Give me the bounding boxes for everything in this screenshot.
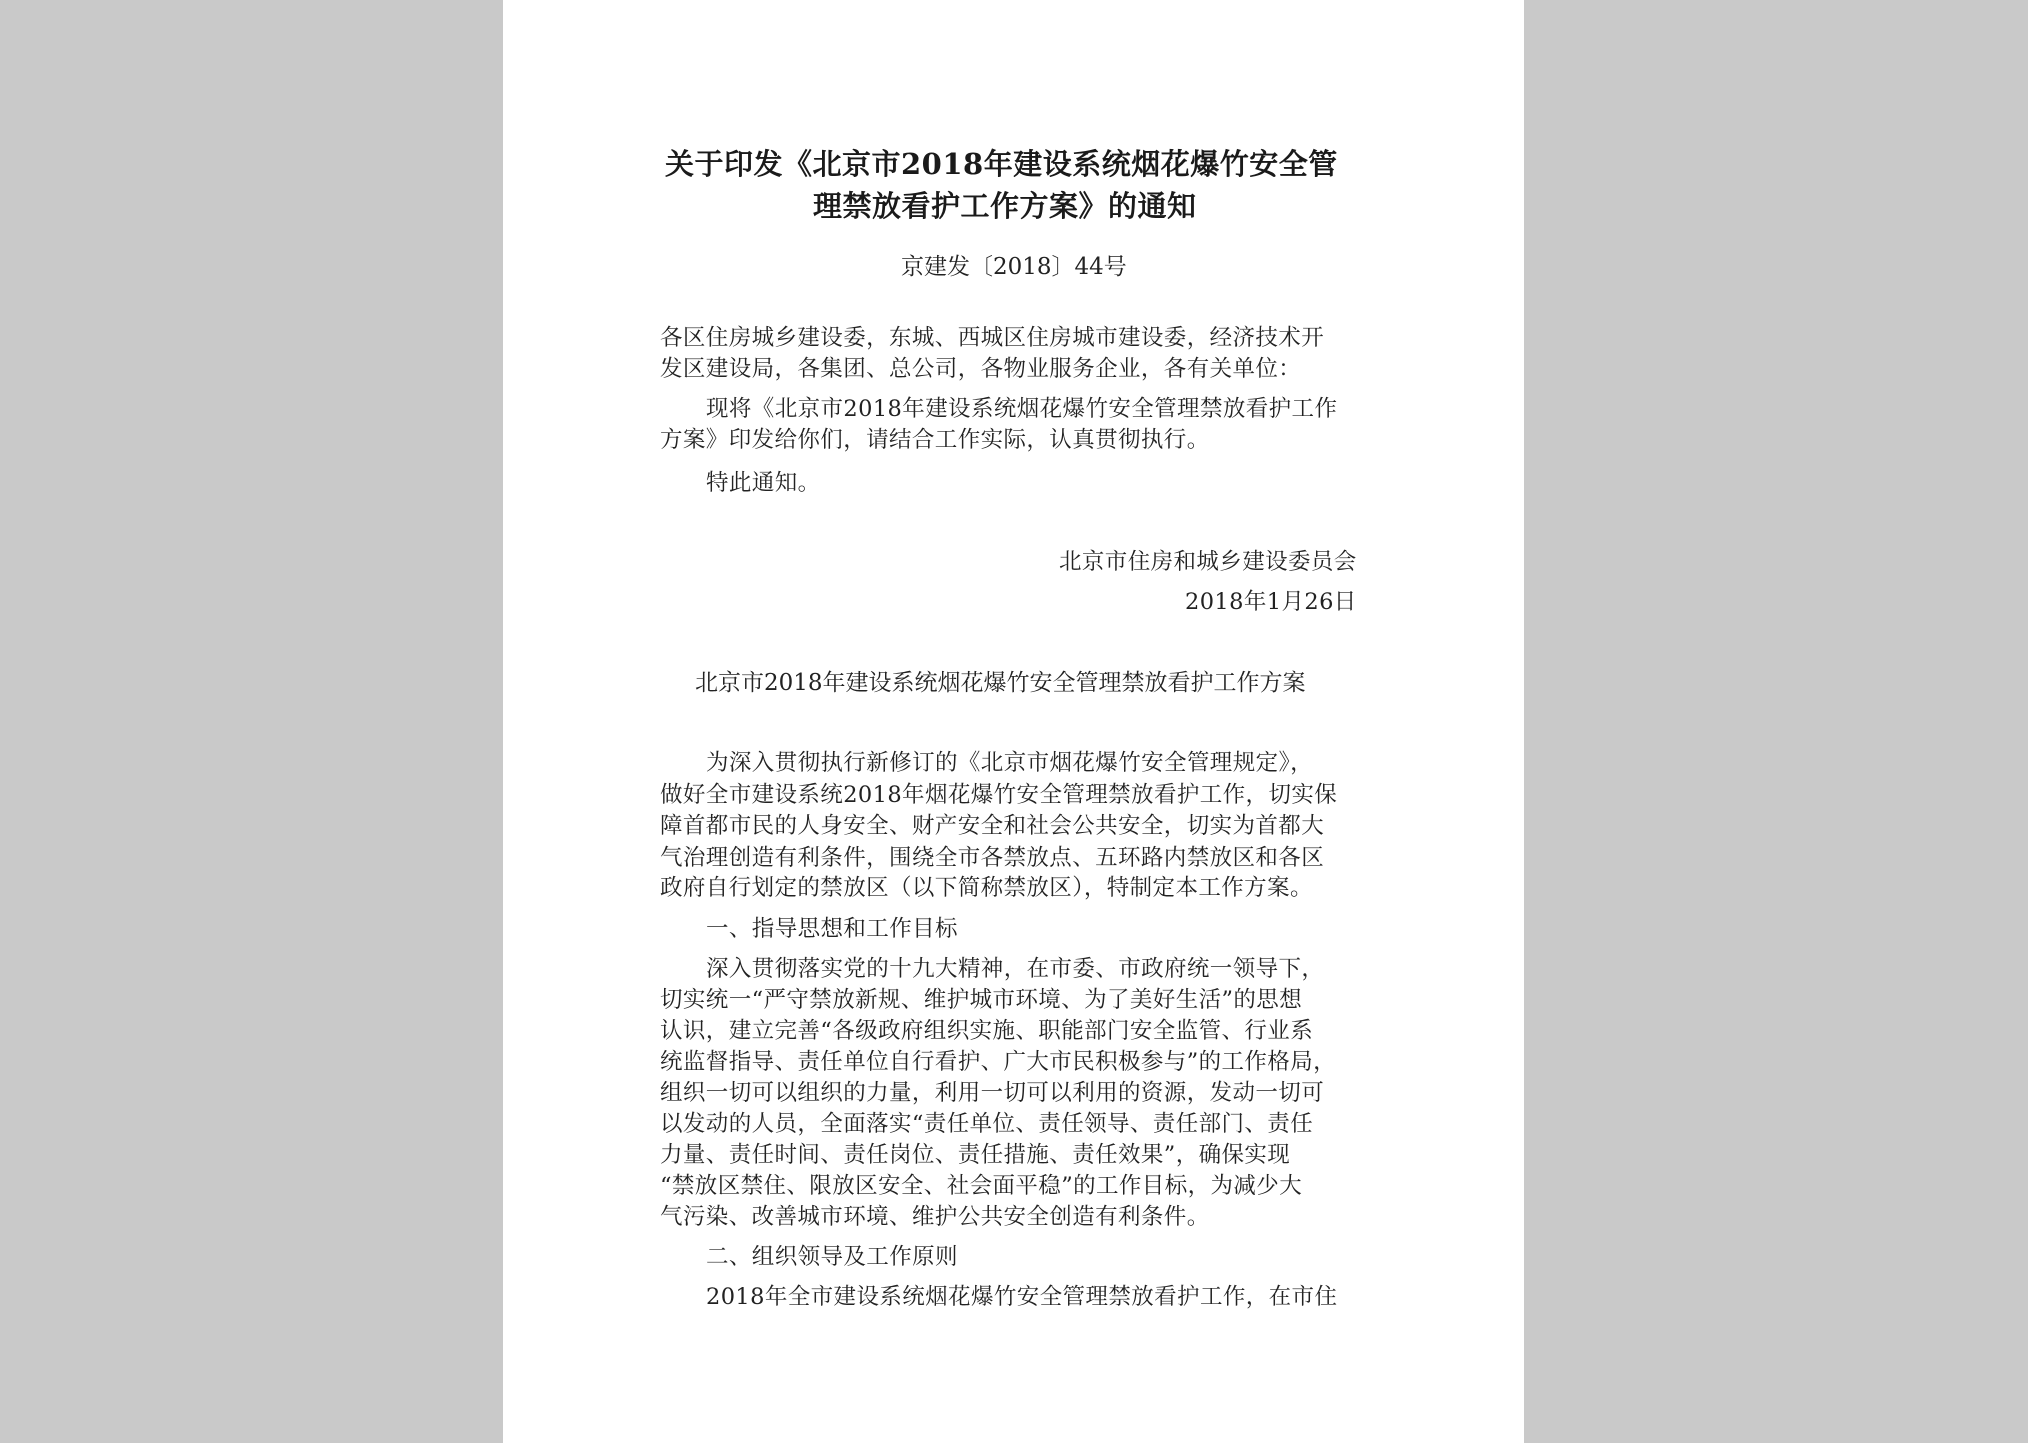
- document-number: 京建发〔2018〕44号: [901, 254, 1127, 280]
- section-1-line: “禁放区禁住、限放区安全、社会面平稳”的工作目标，为减少大: [660, 1173, 1303, 1199]
- plan-title: 北京市2018年建设系统烟花爆竹安全管理禁放看护工作方案: [695, 670, 1306, 696]
- section-1-line: 力量、责任时间、责任岗位、责任措施、责任效果”，确保实现: [660, 1142, 1291, 1168]
- notice-body-line-2: 方案》印发给你们，请结合工作实际，认真贯彻执行。: [660, 427, 1210, 453]
- section-1-line: 以发动的人员，全面落实“责任单位、责任领导、责任部门、责任: [660, 1111, 1314, 1137]
- plan-intro-line: 做好全市建设系统2018年烟花爆竹安全管理禁放看护工作，切实保: [660, 782, 1338, 808]
- notice-closing: 特此通知。: [706, 470, 821, 496]
- section-1-line: 认识，建立完善“各级政府组织实施、职能部门安全监管、行业系: [660, 1018, 1314, 1044]
- section-heading-1: 一、指导思想和工作目标: [706, 916, 958, 942]
- document-page: [503, 0, 1524, 1443]
- section-2-line: 2018年全市建设系统烟花爆竹安全管理禁放看护工作，在市住: [706, 1284, 1338, 1310]
- plan-intro-line: 气治理创造有利条件，围绕全市各禁放点、五环路内禁放区和各区: [660, 845, 1325, 871]
- section-1-line: 切实统一“严守禁放新规、维护城市环境、为了美好生活”的思想: [660, 987, 1303, 1013]
- plan-intro-line: 为深入贯彻执行新修订的《北京市烟花爆竹安全管理规定》，: [706, 750, 1314, 776]
- notice-title-line-1: 关于印发《北京市2018年建设系统烟花爆竹安全管: [665, 147, 1338, 181]
- issue-date: 2018年1月26日: [1185, 589, 1357, 615]
- notice-body-line-1: 现将《北京市2018年建设系统烟花爆竹安全管理禁放看护工作: [706, 396, 1338, 422]
- section-heading-2: 二、组织领导及工作原则: [706, 1244, 958, 1270]
- section-1-line: 深入贯彻落实党的十九大精神，在市委、市政府统一领导下，: [706, 956, 1325, 982]
- recipients-line-1: 各区住房城乡建设委，东城、西城区住房城市建设委，经济技术开: [660, 325, 1325, 351]
- section-1-line: 气污染、改善城市环境、维护公共安全创造有利条件。: [660, 1204, 1210, 1230]
- issuer: 北京市住房和城乡建设委员会: [1059, 549, 1357, 575]
- recipients-line-2: 发区建设局，各集团、总公司，各物业服务企业，各有关单位：: [660, 356, 1302, 382]
- section-1-line: 组织一切可以组织的力量，利用一切可以利用的资源，发动一切可: [660, 1080, 1325, 1106]
- notice-title-line-2: 理禁放看护工作方案》的通知: [813, 189, 1197, 223]
- plan-intro-line: 政府自行划定的禁放区（以下简称禁放区），特制定本工作方案。: [660, 875, 1313, 901]
- section-1-line: 统监督指导、责任单位自行看护、广大市民积极参与”的工作格局，: [660, 1049, 1337, 1075]
- plan-intro-line: 障首都市民的人身安全、财产安全和社会公共安全，切实为首都大: [660, 813, 1325, 839]
